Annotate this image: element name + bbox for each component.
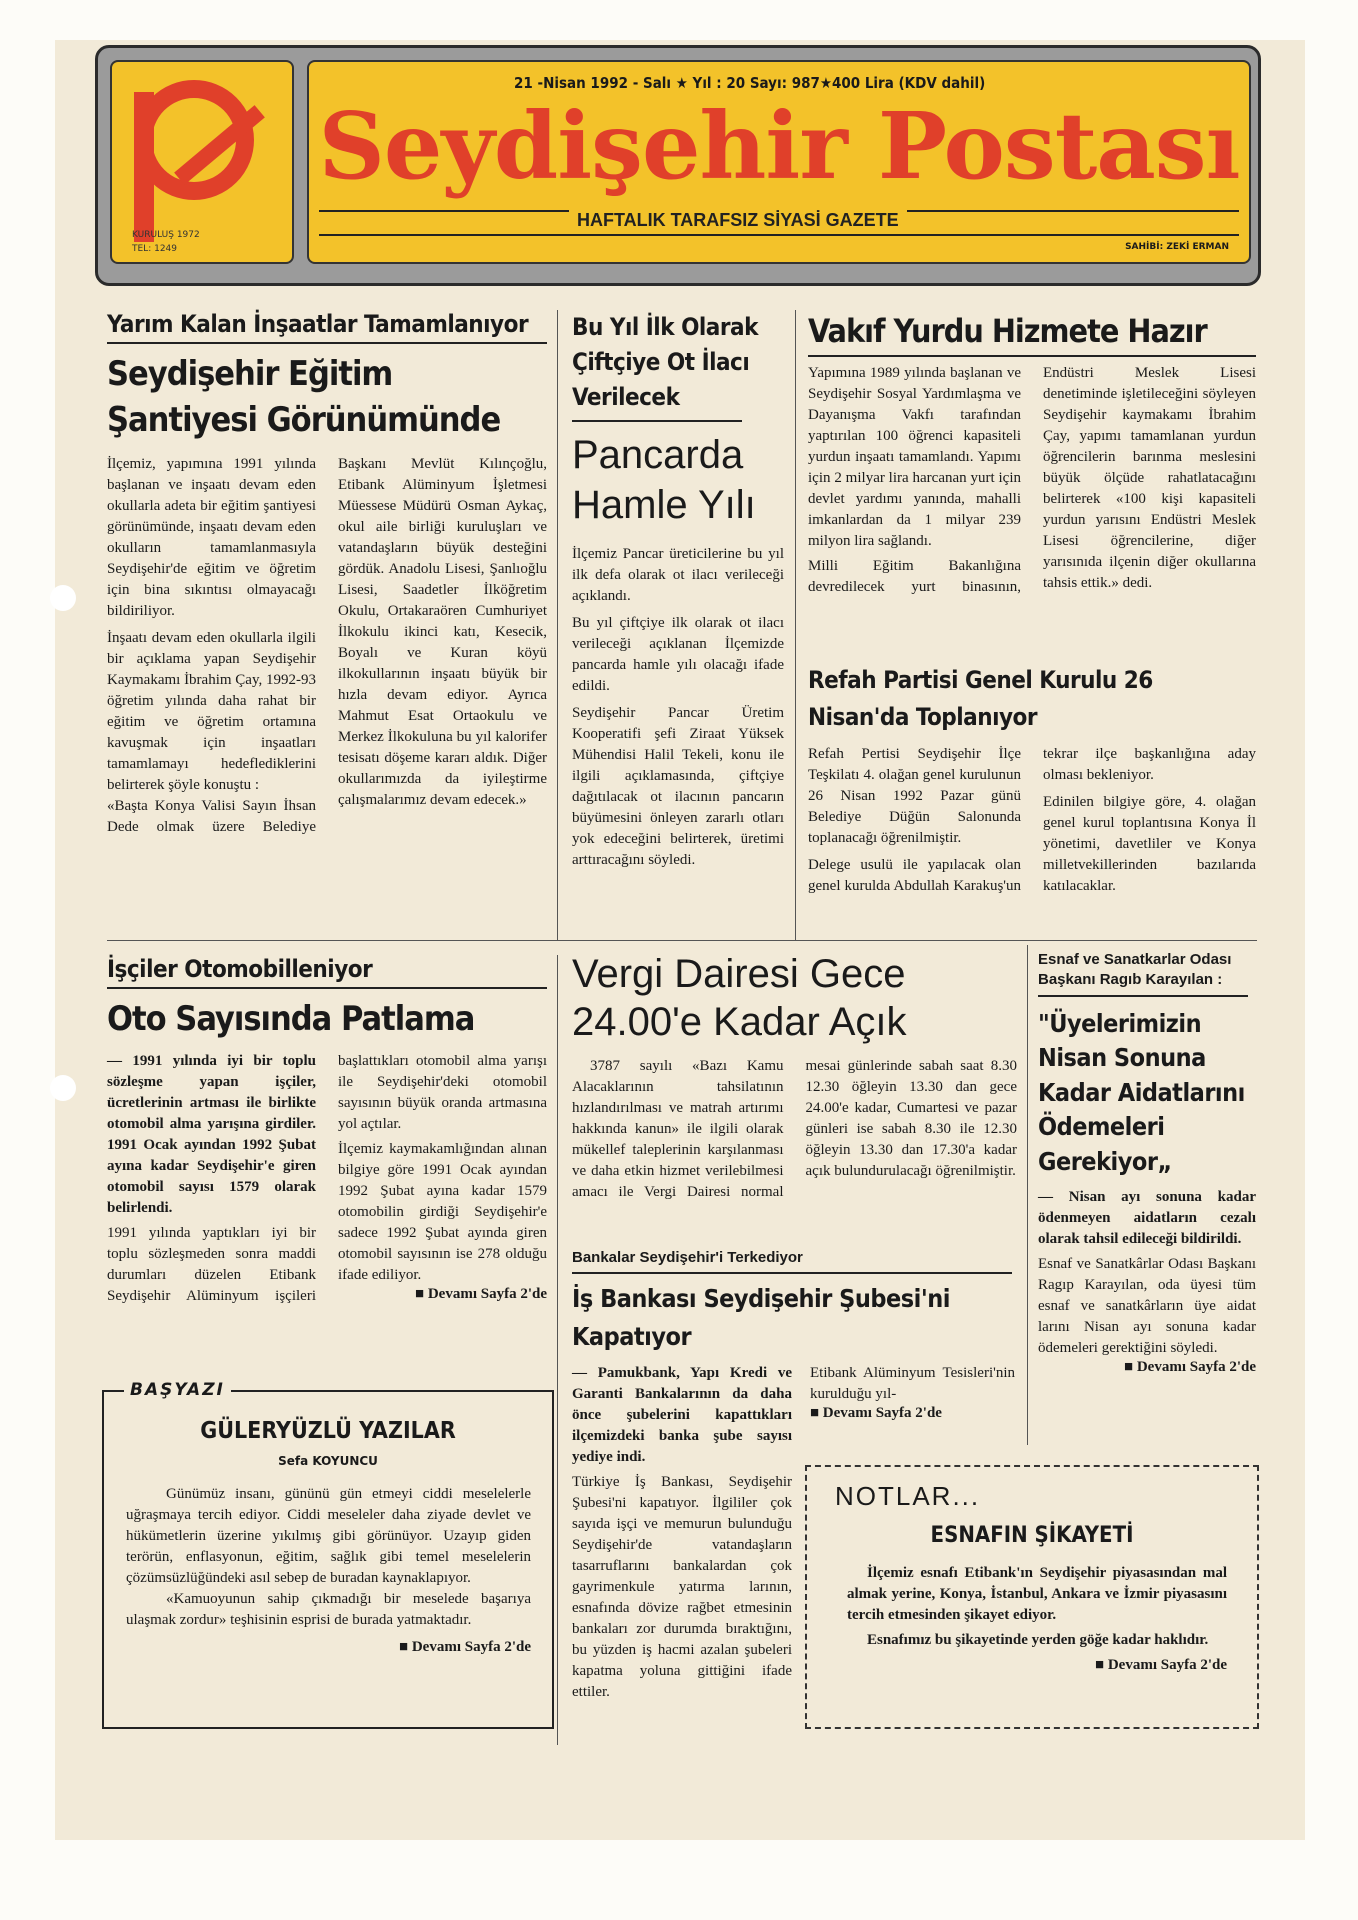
paragraph: 3787 sayılı «Bazı Kamu Alacaklarının tahsilatının hızlandırılması ve matrah artırımı hakkında kanun» ile ilgili olarak mükellef taleplerinin karşılanması ve daha etkin hizmet verilebilmesi amacı ile Vergi Dairesi normal mesai günlerinde sabah saat 8.30 12.30 öğleyin 13.30 dan gece 24.00'e kadar, Cumartesi ve pazar günleri ise sabah 8.30 ile 12.30 öğleyin 13.30 dan 17.30'a kadar açık bulundurulacağı öğrenilmiştir. (572, 1058, 1017, 1200)
issue-line: 21 -Nisan 1992 - Salı ★ Yıl : 20 Sayı: 987★400 Lira (KDV dahil) (514, 74, 986, 92)
punch-hole (50, 1075, 76, 1101)
paragraph: Yapımına 1989 yılında başlanan ve Seydişehir Sosyal Yardımlaşma ve Dayanışma Vakfı tarafından yaptırılan 100 öğrenci kapasiteli yurdun inşaatı tamamlandı. Yapımı için 2 milyar lira harcanan yurt için devlet yardımı yanında, mahalli imkanlardan da 1 milyar 239 milyon lira sağlandı. (808, 365, 1021, 550)
notes-headline: ESNAFIN ŞİKAYETİ (930, 1523, 1134, 1548)
article-vergi (572, 950, 1017, 1251)
article-yurt (808, 310, 1256, 653)
editorial-headline: GÜLERYÜZLÜ YAZILAR (200, 1418, 456, 1444)
lead: — Nisan ayı sonuna kadar ödenmeyen aidatların cezalı olarak tahsil edileceği bildirildi. (1038, 1189, 1256, 1247)
notes-label: NOTLAR... (835, 1481, 981, 1511)
paragraph: «Kamuoyunun sahip çıkmadığı bir meselede başarıya ulaşmak zordur» teşhisinin esprisi de burada yatmaktadır. (126, 1591, 531, 1628)
editorial-label: BAŞYAZI (124, 1380, 231, 1400)
article-ilac (572, 310, 784, 871)
kicker: Esnaf ve Sanatkarlar Odası Başkanı Ragıb Karayılan : (1038, 951, 1232, 989)
continued-note: ■ Devamı Sayfa 2'de (415, 1285, 547, 1302)
punch-hole (50, 585, 76, 611)
paragraph: 1991 yılında yaptıkları iyi bir toplu sözleşmeden sonra maddi durumları düzelen Etibank Seydişehir Alüminyum işçileri başlattıkları otomobil alma yarışı ile Seydişehir'deki otomobil sayısının büyük oranda artmasına yol açtılar. (107, 1052, 547, 1304)
article-oto (107, 955, 547, 1371)
owner-text: SAHİBİ: ZEKİ ERMAN (1125, 242, 1229, 252)
paragraph: Seydişehir Pancar Üretim Kooperatifi şefi Ziraat Yüksek Mühendisi Halil Tekeli, konu ile ilgili açıklamasında, çiftçiye dağıtılacak ot ilacının pancarın büyümesini önleyen zararlı otları yok edeceğini belirterek, üretimi arttıracağını söyledi. (572, 705, 784, 869)
paragraph: Esnaf ve Sanatkârlar Odası Başkanı Ragıp Karayılan, oda üyesi tüm esnaf ve sanatkârların üye aidat larını Nisan ayı sonuna kadar ödemeleri gerektiğini söyledi. (1038, 1256, 1256, 1356)
paragraph: Günümüz insanı, gününü gün etmeyi ciddi meselelerle uğraşmaya tercih ediyor. Ciddi meseleler daha ziyade devlet ve hükümetlerin üzerine yıkılmış gibi görünüyor. Uzayıp giden terörün, enflasyonun, eğitim, sağlık gibi temel meselelerin çözümsüzlüğündeki asıl sebep de buradan kaynaklapıyor. (126, 1486, 531, 1586)
headline: Oto Sayısında Patlama (107, 999, 475, 1039)
subtitle: HAFTALIK TARAFSIZ SİYASİ GAZETE (569, 210, 907, 231)
notes-box (805, 1465, 1259, 1729)
title-panel (307, 60, 1251, 264)
paragraph: Delege usulü ile yapılacak olan genel kurulda Abdullah Karakuş'un tekrar ilçe başkanlığına aday olması bekleniyor. (808, 746, 1256, 895)
continued-note: ■ Devamı Sayfa 2'de (399, 1639, 531, 1655)
paragraph: İlçemiz, yapımına 1991 yılında başlanan ve inşaatı devam eden okullarla adeta bir eğitim şantiyesi görünümünde, inşaatı devam eden okulların tamamlanmasıyla Seydişehir'de eğitim ve öğretim için bina sıkıntısı olmayacağı bildiriliyor. (107, 455, 316, 619)
headline: Seydişehir Eğitim Şantiyesi Görünümünde (107, 354, 501, 440)
article-refah (808, 662, 1256, 934)
headline: İş Bankası Seydişehir Şubesi'ni Kapatıyor (572, 1284, 950, 1351)
kicker: Yarım Kalan İnşaatlar Tamamlanıyor (107, 310, 529, 338)
headline: "Üyelerimizin Nisan Sonuna Kadar Aidatlarını Ödemeleri Gerekiyor„ (1038, 1008, 1245, 1176)
paper-name: Seydişehir Postası (318, 92, 1240, 200)
lead: — 1991 yılında iyi bir toplu sözleşme yapan işçiler, ücretlerinin artması ile birlikte otomobil alma yarışına girdiler. 1991 Ocak ayından 1992 Şubat ayına kadar Seydişehir'e giren otomobil sayısı 1579 olarak belirlendi. (107, 1052, 316, 1216)
paragraph: «Başta Konya Valisi Sayın İhsan Dede olmak üzere Belediye Başkanı Mevlüt Kılınçoğlu, Etibank Alüminyum İşletmesi Müessese Müdürü Osman Aykaç, okul aile birliği kuruluşları ve vatandaşların büyük desteğini gördük. Anadolu Lisesi, Şanlıoğlu Lisesi, Saadetler İlköğretim Okulu, Ortakaraören Cumhuriyet İlkokulu ikinci katı, Kesecik, Boyalı ve Kuran köyü ilkokullarının inşaatı büyük bir hızla devam ediyor. Ayrıca Mahmut Esat Ortaokulu ve Merkez İlkokuluna bu yıl kalorifer tesisatı döşeme kararı aldık. Diğer okullarımızda da iyileştirme çalışmalarımız devam edecek.» (107, 455, 547, 835)
subtitle-band (319, 210, 1239, 236)
paragraph: Esnafımız bu şikayetinde yerden göğe kadar haklıdır. (867, 1632, 1209, 1648)
kicker: Bankalar Seydişehir'i Terkediyor (572, 1249, 803, 1266)
headline: Pancarda Hamle Yılı (572, 433, 756, 528)
kicker: Bu Yıl İlk Olarak Çiftçiye Ot İlacı Verilecek (572, 313, 758, 411)
headline: Vakıf Yurdu Hizmete Hazır (808, 312, 1207, 350)
editorial-box (102, 1380, 554, 1729)
headline: Refah Partisi Genel Kurulu 26 Nisan'da Toplanıyor (808, 666, 1153, 732)
paragraph: İnşaatı devam eden okullarla ilgili bir açıklama yapan Seydişehir Kaymakamı İbrahim Çay, 1992-93 öğretim yılında daha rahat bir eğitim ve öğretim ortamına kavuşmak için inşaatları tamamlamayı hedeflediklerini belirterek şöyle konuştu : (107, 629, 316, 793)
editorial-author: Sefa KOYUNCU (278, 1454, 378, 1468)
paragraph: Türkiye İş Bankası, Seydişehir Şubesi'ni kapatıyor. İlgililer çok sayıda işçi ve memurun bulunduğu Seydişehir'de vatandaşların tasarruflarını bankalardan çok gayrimenkule yatırma larının, esnafında dövize rağbet etmesinin bankaları zor durumda bıraktığını, bu yüzden iş hacmi azalan şubeleri kapatma yoluna gittiğini ifade ettiler. (572, 1474, 792, 1701)
paragraph: İlçemiz kaymakamlığından alınan bilgiye göre 1991 Ocak ayından 1992 Şubat ayına kadar 1579 otomobilin girdiği Seydişehir'e sadece 1992 Şubat ayında giren otomobil sayısının ise 278 olduğu ifade ediliyor. (338, 1140, 547, 1283)
paragraph: Bu yıl çiftçiye ilk olarak ot ilacı verileceği açıklanan İlçemizde pancarda hamle yılı olacağı ifade edildi. (572, 615, 784, 695)
paragraph: İlçemiz Pancar üreticilerine bu yıl ilk defa olarak ot ilacı verileceği açıklandı. (572, 546, 784, 605)
phone-text: TEL: 1249 (132, 244, 177, 254)
paragraph: Etibank Alüminyum Tesisleri'nin kurulduğu yıl- (810, 1365, 1015, 1403)
continued-note: ■ Devamı Sayfa 2'de (1124, 1359, 1256, 1375)
paragraph: Edinilen bilgiye göre, 4. olağan genel kurul toplantısına Konya İl yönetimi, davetliler ve Konya milletvekillerinden bazılarıda katılacaklar. (1043, 794, 1256, 895)
continued-note: ■ Devamı Sayfa 2'de (1095, 1657, 1227, 1673)
continued-note: ■ Devamı Sayfa 2'de (810, 1405, 942, 1422)
paragraph: İlçemiz esnafı Etibank'ın Seydişehir piyasasından mal almak yerine, Konya, İstanbul, Ankara ve İzmir piyasasını tercih etmesinden şikayet ediyor. (847, 1565, 1227, 1623)
founded-text: KURULUŞ 1972 (132, 230, 200, 240)
article-egitim (107, 310, 547, 944)
headline: Vergi Dairesi Gece 24.00'e Kadar Açık (572, 952, 907, 1044)
paragraph: Refah Pertisi Seydişehir İlçe Teşkilatı 4. olağan genel kurulunun 26 Nisan 1992 Pazar günü Belediye Düğün Salonunda toplanacağı öğrenilmiştir. (808, 746, 1021, 847)
newspaper-logo (110, 60, 294, 264)
lead: — Pamukbank, Yapı Kredi ve Garanti Bankalarının da daha önce şubelerini kapattıkları ilçemizdeki banka şube sayısı yediye indi. (572, 1365, 792, 1466)
article-esnaf (1038, 950, 1256, 1376)
paragraph: Milli Eğitim Bakanlığına devredilecek yurt binasının, Endüstri Meslek Lisesi denetiminde işletileceğini söyleyen Seydişehir kaymakamı İbrahim Çay, yapımı tamamlanan yurdun öğrencilerin barınma meslesini büyük ölçüde rahatlatacağını belirterek «100 kişi kapasiteli yurdun yarısını Endüstri Meslek Lisesi öğrencilerine, diğer yarısınıda ilçenin diğer okullarına tahsis ettik.» dedi. (808, 365, 1256, 596)
kicker: İşçiler Otomobilleniyor (107, 955, 373, 983)
